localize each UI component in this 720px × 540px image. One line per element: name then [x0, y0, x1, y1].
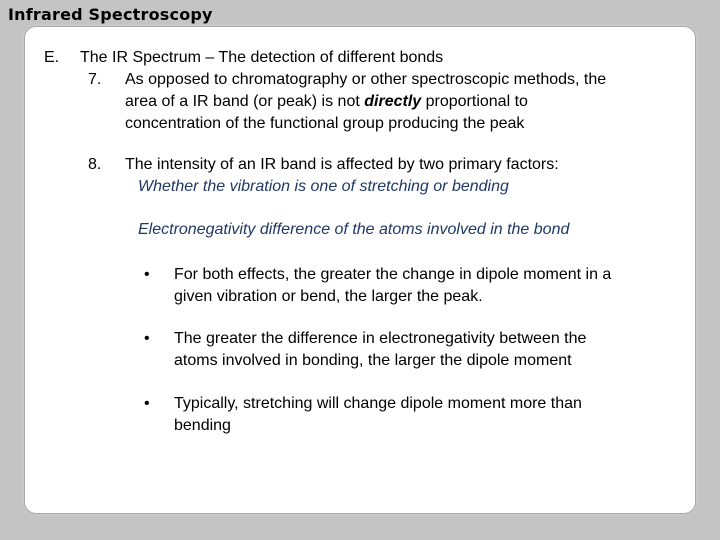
item-7-line-1: As opposed to chromatography or other spectroscopic methods, the	[125, 71, 607, 88]
bullet-3-line-1: Typically, stretching will change dipole moment more than	[174, 395, 582, 412]
factor-electronegativity: Electronegativity difference of the atoms involved in the bond	[138, 221, 570, 238]
item-7-line-3: concentration of the functional group producing the peak	[125, 115, 525, 132]
bullet-2-line-1: The greater the difference in electronegativity between the	[174, 330, 587, 347]
item-7-line-2	[125, 91, 528, 112]
bullet-2-line-2: atoms involved in bonding, the larger the dipole moment	[174, 352, 572, 369]
slide-title: Infrared Spectroscopy	[8, 5, 213, 24]
section-marker: E.	[44, 49, 60, 66]
item-7-line-2-before: area of a IR band (or peak) is not	[125, 93, 365, 110]
bullet-1-symbol: •	[144, 266, 150, 283]
bullet-3-symbol: •	[144, 395, 150, 412]
item-7-line-2-after: proportional to	[421, 93, 528, 110]
bullet-1-line-1: For both effects, the greater the change in dipole moment in a	[174, 266, 612, 283]
item-8-line-1: The intensity of an IR band is affected by two primary factors:	[125, 156, 559, 173]
bullet-1-line-2: given vibration or bend, the larger the peak.	[174, 288, 483, 305]
bullet-2-symbol: •	[144, 330, 150, 347]
factor-stretching-bending: Whether the vibration is one of stretching or bending	[138, 178, 509, 195]
item-7-emphasis: directly	[364, 93, 422, 110]
item-7-number: 7.	[88, 71, 102, 88]
bullet-3-line-2: bending	[174, 417, 231, 434]
item-8-number: 8.	[88, 156, 102, 173]
section-heading: The IR Spectrum – The detection of different bonds	[80, 49, 444, 66]
